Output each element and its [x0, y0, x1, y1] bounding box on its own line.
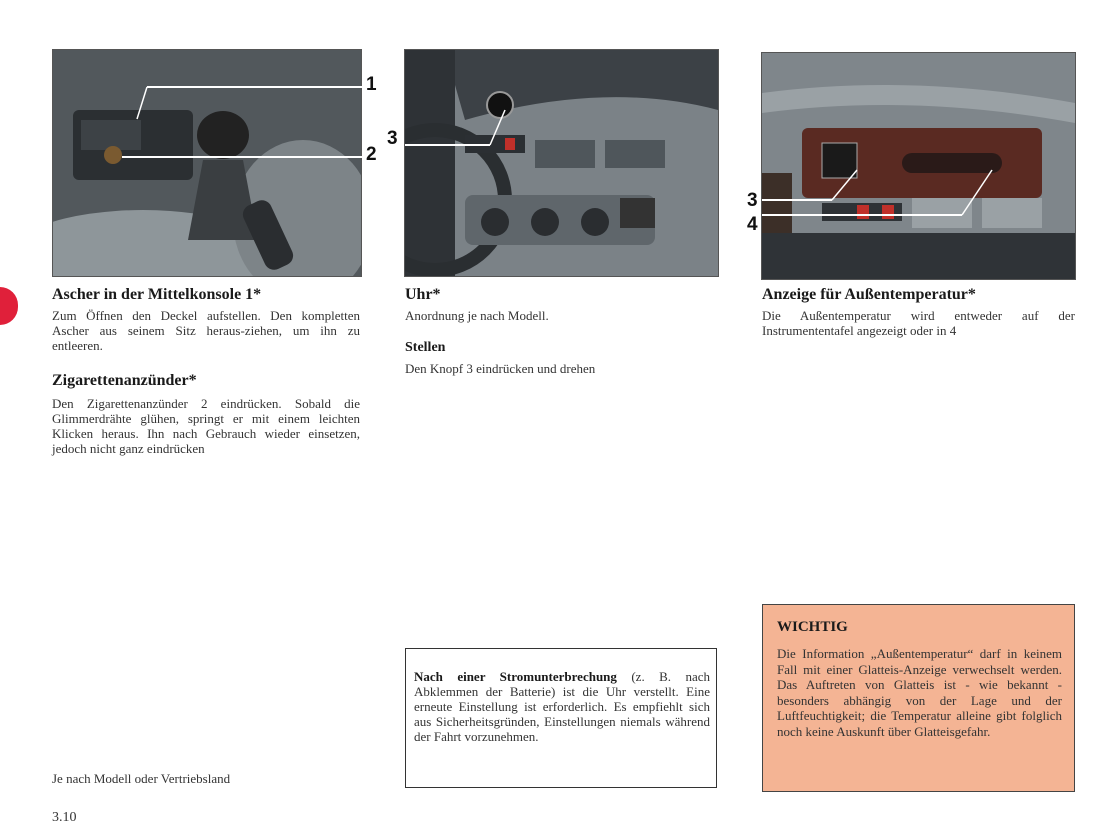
callout-2: 2 [366, 144, 377, 165]
page-number: 3.10 [52, 810, 77, 825]
setting-text: Den Knopf 3 eindrücken und drehen [405, 361, 596, 376]
clock-dashboard-photo [404, 49, 719, 277]
warning-title: WICHTIG [777, 619, 848, 635]
clock-text: Anordnung je nach Modell. [405, 308, 549, 323]
lighter-heading: Zigarettenanzünder* [52, 372, 197, 389]
warning-box [762, 604, 1075, 792]
callout-lines-2 [395, 90, 515, 160]
ashtray-heading: Ascher in der Mittelkonsole 1* [52, 286, 262, 303]
callout-1: 1 [366, 74, 377, 95]
note-text: (z. B. nach Abklemmen der Batterie) ist die Uhr verstellt. Eine erneute Einstellung ist erforderlich. Es empfiehlt sich aus Sicherheitsgründen, Einstellungen niemals während der Fahrt vorzunehmen. [414, 669, 711, 744]
callout-3-clock: 3 [387, 128, 398, 149]
callout-4-temp: 4 [747, 214, 758, 235]
warning-text: Die Information „Außentemperatur“ darf in keinem Fall mit einer Glatteis-Anzeige verwechselt werden. Das Auftreten von Glatteis ist - wie bekannt - besonders abhängig von der Lage und der Luftfeuchtigkeit; die Temperatur alleine gibt folglich noch keine Auskunft über Glatteisgefahr. [777, 646, 1062, 739]
footnote: Je nach Modell oder Vertriebsland [52, 771, 231, 786]
clock-heading: Uhr* [405, 286, 441, 303]
callout-lines-3 [752, 160, 1012, 230]
ashtray-text: Zum Öffnen den Deckel aufstellen. Den kompletten Ascher aus seinem Sitz heraus-ziehen, um ihn zu entleeren. [52, 308, 360, 353]
callout-3-temp: 3 [747, 190, 758, 211]
temperature-text: Die Außentemperatur wird entweder auf der Instrumententafel angezeigt oder in 4 [762, 308, 1075, 338]
temperature-heading: Anzeige für Außentemperatur* [762, 286, 976, 303]
note-bold-lead: Nach einer Stromunterbrechung [414, 669, 617, 684]
callout-lines-1 [52, 49, 372, 179]
section-tab [0, 287, 18, 325]
lighter-text: Den Zigarettenanzünder 2 eindrücken. Sobald die Glimmerdrähte glühen, springt er mit einem leichten Klicken heraus. Ihn nach Gebrauch wieder einsetzen, jedoch nicht ganz eindrücken [52, 396, 360, 456]
setting-heading: Stellen [405, 340, 446, 355]
power-interruption-note [405, 648, 717, 788]
